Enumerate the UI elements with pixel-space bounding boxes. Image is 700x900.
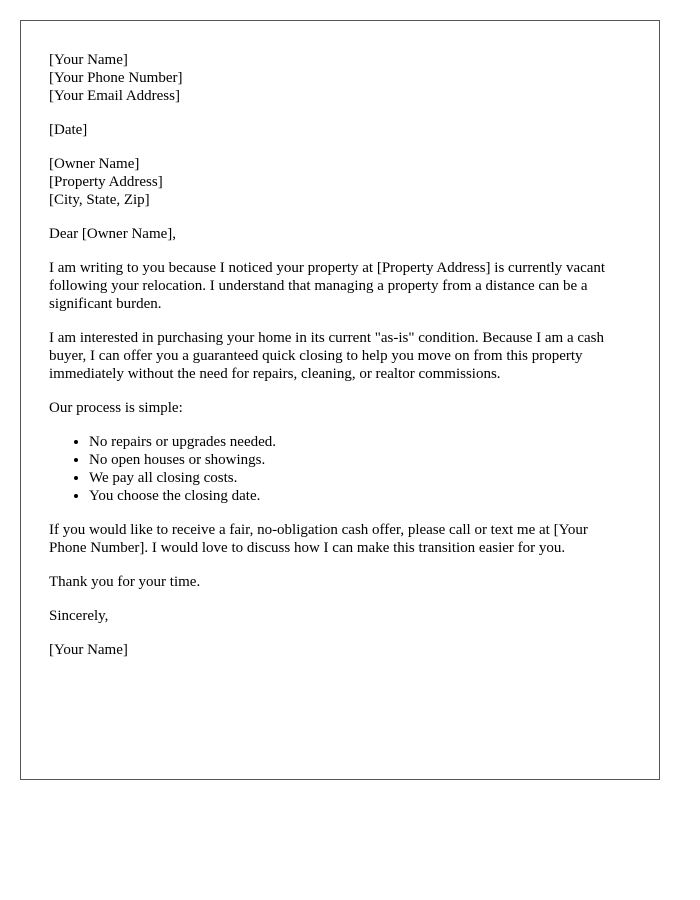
letter-body xyxy=(49,51,629,675)
list-item: • You choose the closing date. xyxy=(89,487,629,505)
recipient-block xyxy=(49,155,629,209)
recipient-address: [Property Address] xyxy=(49,174,163,190)
paragraph-call-to-action: If you would like to receive a fair, no-obligation cash offer, please call or text me at [Your Phone Number]. I would love to discuss how I can make this transition easier for you. xyxy=(49,522,588,556)
recipient-city-state-zip: [City, State, Zip] xyxy=(49,192,150,208)
signature-name: [Your Name] xyxy=(49,642,128,658)
paragraph-thanks: Thank you for your time. xyxy=(49,574,201,590)
list-item: • No repairs or upgrades needed. xyxy=(89,433,629,451)
paragraph-process: Our process is simple: xyxy=(49,400,183,416)
recipient-name: [Owner Name] xyxy=(49,156,140,172)
letter-date: [Date] xyxy=(49,122,88,138)
sender-phone: [Your Phone Number] xyxy=(49,70,183,86)
list-item: • No open houses or showings. xyxy=(89,451,629,469)
signoff: Sincerely, xyxy=(49,608,109,624)
paragraph-offer: I am interested in purchasing your home in its current "as-is" condition. Because I am a cash buyer, I can offer you a guaranteed quick closing to help you move on from this property immediately without the need for repairs, cleaning, or realtor commissions. xyxy=(49,330,604,382)
salutation: Dear [Owner Name], xyxy=(49,226,177,242)
sender-email: [Your Email Address] xyxy=(49,88,180,104)
benefits-list xyxy=(49,433,629,505)
paragraph-intro: I am writing to you because I noticed your property at [Property Address] is currently vacant following your relocation. I understand that managing a property from a distance can be a significant burden. xyxy=(49,260,606,312)
letter-page xyxy=(20,20,660,780)
sender-block xyxy=(49,51,629,105)
sender-name: [Your Name] xyxy=(49,52,128,68)
list-item: • We pay all closing costs. xyxy=(89,469,629,487)
date-block xyxy=(49,121,629,139)
